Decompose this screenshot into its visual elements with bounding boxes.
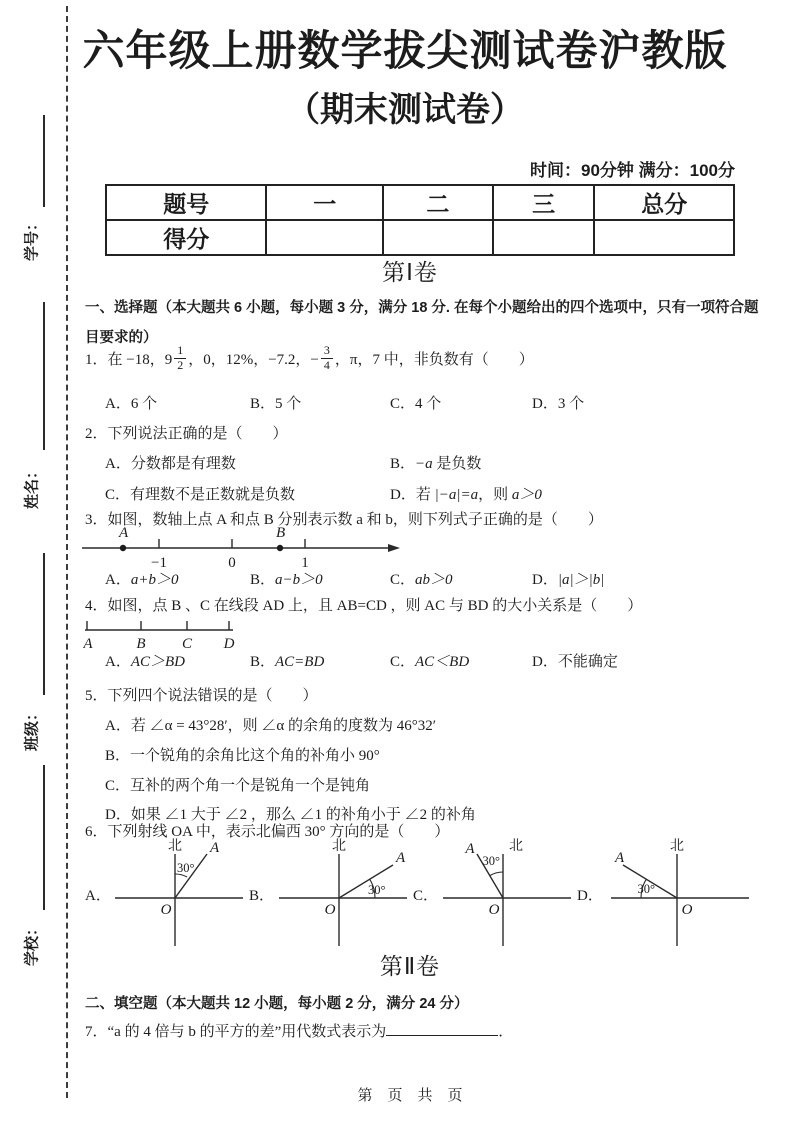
seg-label-b: B <box>136 636 146 652</box>
section2-heading: 二、填空题（本大题共 12 小题，每小题 2 分，满分 24 分） <box>85 996 469 1012</box>
compass-c-svg <box>437 838 577 950</box>
q1-option-b: B．5 个 <box>250 396 302 412</box>
seg-label-d: D <box>223 636 235 652</box>
origin-label: O <box>681 902 693 918</box>
question-6-diagrams <box>85 838 765 950</box>
q4-option-c: C．AC＜BD <box>390 654 470 670</box>
section1-heading-line2: 目要求的） <box>85 330 158 346</box>
score-table <box>105 184 735 256</box>
score-header-cell: 二 <box>383 185 493 220</box>
score-row-label: 得分 <box>106 220 266 255</box>
question-2-options-row1 <box>85 452 775 472</box>
q4-option-b: B．AC=BD <box>250 654 325 670</box>
q4-option-a: A．AC＞BD <box>105 654 186 670</box>
q1-text: ，0，12%，−7.2，− <box>188 351 319 368</box>
score-cell-empty <box>383 220 493 255</box>
page-subtitle: （期末测试卷） <box>286 91 524 129</box>
angle-label: 30° <box>177 861 195 875</box>
north-label: 北 <box>332 839 346 854</box>
compass-a-svg <box>109 838 249 950</box>
page-footer: 第 页 共 页 <box>357 1088 463 1104</box>
question-2-stem: 2．下列说法正确的是（ ） <box>85 426 288 442</box>
fill-in-blank <box>386 1021 498 1036</box>
q3-option-b: B．a−b＞0 <box>250 572 323 588</box>
question-4-stem: 4．如图，点 B 、C 在线段 AD 上，且 AB=CD ，则 AC 与 BD 的大小关系是（ ） <box>85 598 643 614</box>
name-label: 姓名： <box>24 464 41 510</box>
q6-option-b-label: B． <box>249 888 275 904</box>
score-table-header-row <box>106 185 734 220</box>
axis-arrow-icon <box>388 544 400 552</box>
part2-heading: 第Ⅱ卷 <box>379 954 441 979</box>
score-table-row <box>106 220 734 255</box>
q1-option-a: A．6 个 <box>105 396 158 412</box>
q1-fraction-half: $\frac{1}{2}$ <box>174 344 186 373</box>
q1-option-c: C．4 个 <box>390 396 442 412</box>
q6-option-d-label: D． <box>577 888 603 904</box>
point-b-label: B <box>276 525 286 541</box>
score-cell-empty <box>266 220 383 255</box>
question-1-stem <box>85 344 534 373</box>
question-1-options <box>85 392 775 412</box>
q1-text: ，π，7 中，非负数有（ ） <box>334 351 534 368</box>
school-label: 学校： <box>24 921 41 967</box>
q3-option-c: C．ab＞0 <box>390 572 453 588</box>
tick-minus1: −1 <box>151 555 167 571</box>
q1-text: 1．在 −18，9 <box>85 351 173 368</box>
q2-option-d: D．若 |−a|=a，则 a＞0 <box>390 487 542 503</box>
question-6-stem: 6．下列射线 OA 中，表示北偏西 30° 方向的是（ ） <box>85 824 450 840</box>
q5-option-c: C．互补的两个角一个是锐角一个是钝角 <box>105 778 371 794</box>
segment-diagram <box>83 616 253 654</box>
compass-b-svg <box>273 838 413 950</box>
north-label: 北 <box>509 839 523 854</box>
question-2-options-row2 <box>85 483 775 503</box>
angle-label: 30° <box>637 882 655 896</box>
q4-option-d: D．不能确定 <box>532 654 618 670</box>
compass-diagram-c <box>413 838 577 950</box>
page-title: 六年级上册数学拔尖测试卷沪教版 <box>82 27 728 74</box>
q3-option-a: A．a+b＞0 <box>105 572 179 588</box>
compass-diagram-b <box>249 838 413 950</box>
seg-label-c: C <box>181 636 193 652</box>
compass-diagram-a <box>85 838 249 950</box>
ray-point-label: A <box>615 850 625 866</box>
score-cell-empty <box>493 220 595 255</box>
q2-option-a: A．分数都是有理数 <box>105 456 236 472</box>
angle-label: 30° <box>482 854 500 868</box>
q5-option-b: B．一个锐角的余角比这个角的补角小 90° <box>105 748 380 764</box>
question-7-stem: 7．“a 的 4 倍与 b 的平方的差”用代数式表示为 ． <box>85 1020 513 1041</box>
q2-option-c: C．有理数不是正数就是负数 <box>105 487 296 503</box>
q1-option-d: D．3 个 <box>532 396 585 412</box>
name-blank-line <box>43 302 45 450</box>
question-5-stem: 5．下列四个说法错误的是（ ） <box>85 688 318 704</box>
time-score-meta: 时间：90分钟 满分：100分 <box>530 161 735 180</box>
q5-option-d: D．如果 ∠1 大于 ∠2 ，那么 ∠1 的补角小于 ∠2 的补角 <box>105 807 476 823</box>
question-3-options <box>85 568 775 588</box>
student-id-label: 学号： <box>24 216 41 262</box>
origin-label: O <box>160 902 172 918</box>
question-4-options <box>85 650 775 670</box>
class-blank-line <box>43 553 45 695</box>
origin-label: O <box>324 902 336 918</box>
north-label: 北 <box>670 839 684 854</box>
q3-option-d: D．|a|＞|b| <box>532 572 605 588</box>
seg-label-a: A <box>83 636 93 652</box>
part1-heading: 第Ⅰ卷 <box>382 260 438 285</box>
class-label: 班级： <box>24 706 41 752</box>
tick-1: 1 <box>301 555 309 571</box>
section1-heading-line1: 一、选择题（本大题共 6 小题，每小题 3 分，满分 18 分. 在每个小题给出的四个选项中，只有一项符合题 <box>85 300 759 316</box>
score-table-wrap <box>105 184 735 256</box>
q5-option-a: A．若 ∠α = 43°28′，则 ∠α 的余角的度数为 46°32′ <box>105 718 437 734</box>
point-a-dot <box>120 545 126 551</box>
q6-option-c-label: C． <box>413 888 439 904</box>
score-header-cell: 题号 <box>106 185 266 220</box>
q2-option-b: B．−a 是负数 <box>390 456 482 472</box>
score-header-cell: 一 <box>266 185 383 220</box>
score-cell-empty <box>594 220 734 255</box>
score-header-cell: 三 <box>493 185 595 220</box>
ray-point-label: A <box>465 841 475 857</box>
ray-point-label: A <box>396 850 406 866</box>
tick-0: 0 <box>228 555 236 571</box>
score-header-cell: 总分 <box>594 185 734 220</box>
origin-label: O <box>488 902 500 918</box>
school-blank-line <box>43 765 45 910</box>
ray-point-label: A <box>210 840 220 856</box>
student-id-blank-line <box>43 115 45 207</box>
north-label: 北 <box>168 839 182 854</box>
seal-dashed-line <box>66 6 68 1098</box>
number-line-diagram <box>82 524 404 574</box>
question-3-stem: 3．如图，数轴上点 A 和点 B 分别表示数 a 和 b，则下列式子正确的是（ ） <box>85 512 603 528</box>
compass-diagram-d <box>577 838 751 950</box>
q6-option-a-label: A． <box>85 888 111 904</box>
point-b-dot <box>277 545 283 551</box>
point-a-label: A <box>119 525 129 541</box>
angle-label: 30° <box>368 883 386 897</box>
q1-fraction-three-quarters: $\frac{3}{4}$ <box>321 344 333 373</box>
compass-d-svg <box>601 838 751 950</box>
